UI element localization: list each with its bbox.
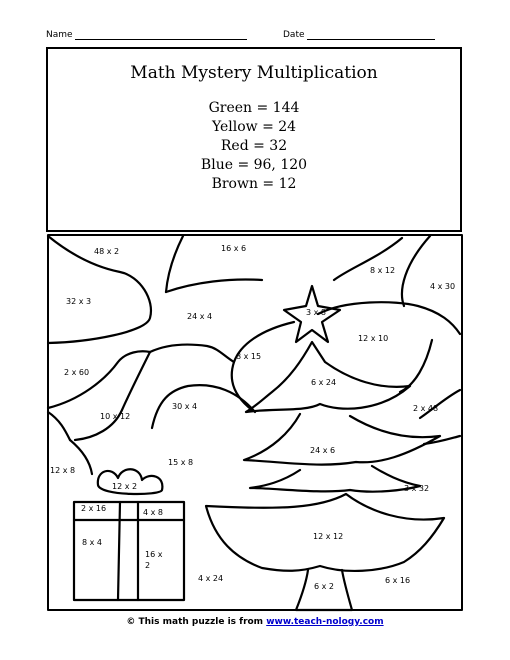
region-label: 16 x [145,550,163,559]
region-line [48,351,150,408]
region-label: 6 x 2 [314,582,334,591]
region-label: 24 x 4 [187,312,213,321]
region-line [402,236,430,306]
tree-tier-3 [250,466,420,492]
key-green: Green = 144 [208,100,300,116]
puzzle-frame [48,235,462,610]
region-label: 12 x 2 [112,482,138,491]
region-label: 8 x 4 [82,538,102,547]
region-line [318,302,460,334]
region-line [232,322,294,410]
tree-tier-1 [246,342,410,412]
region-label: 32 x 3 [66,297,92,306]
region-line [152,385,255,428]
region-line [166,280,262,293]
region-label: 4 x 8 [143,508,163,517]
region-label: 3 x 32 [404,484,430,493]
region-label: 10 x 12 [100,412,131,421]
tree-tier-2 [244,414,440,465]
region-label: 2 x 60 [64,368,90,377]
region-line [150,345,234,362]
region-label: 2 x 16 [81,504,107,513]
region-line [166,236,183,292]
key-red: Red = 32 [220,138,288,154]
gift-box [74,520,184,600]
region-label: 4 x 24 [198,574,224,583]
region-labels [50,244,455,591]
region-label: 6 x 24 [311,378,337,387]
region-label: 8 x 15 [236,352,262,361]
region-line [48,412,70,440]
region-label: 6 x 16 [385,576,411,585]
footer-credit [0,617,510,627]
region-label: 12 x 12 [313,532,344,541]
name-label: Name [46,30,73,40]
date-label: Date [283,30,305,40]
teach-nology-link[interactable]: www.teach-nology.com [266,617,384,627]
key-yellow: Yellow = 24 [211,119,297,135]
region-label: 16 x 6 [221,244,247,253]
key-blue: Blue = 96, 120 [200,157,308,173]
key-brown: Brown = 12 [211,176,297,192]
region-label: 4 x 30 [430,282,456,291]
region-line [75,352,150,440]
region-label: 48 x 2 [94,247,120,256]
region-label: 24 x 6 [310,446,336,455]
region-label: 2 [145,561,151,570]
footer-text: © This math puzzle is from [126,617,267,627]
region-line [400,340,432,392]
region-label: 12 x 8 [50,466,76,475]
region-label: 12 x 10 [358,334,389,343]
region-label: 3 x 8 [306,308,326,317]
region-label: 15 x 8 [168,458,194,467]
puzzle-title: Math Mystery Multiplication [130,63,378,83]
region-label: 30 x 4 [172,402,198,411]
region-label: 8 x 12 [370,266,396,275]
region-label: 2 x 48 [413,404,439,413]
gift-ribbon [118,502,138,600]
